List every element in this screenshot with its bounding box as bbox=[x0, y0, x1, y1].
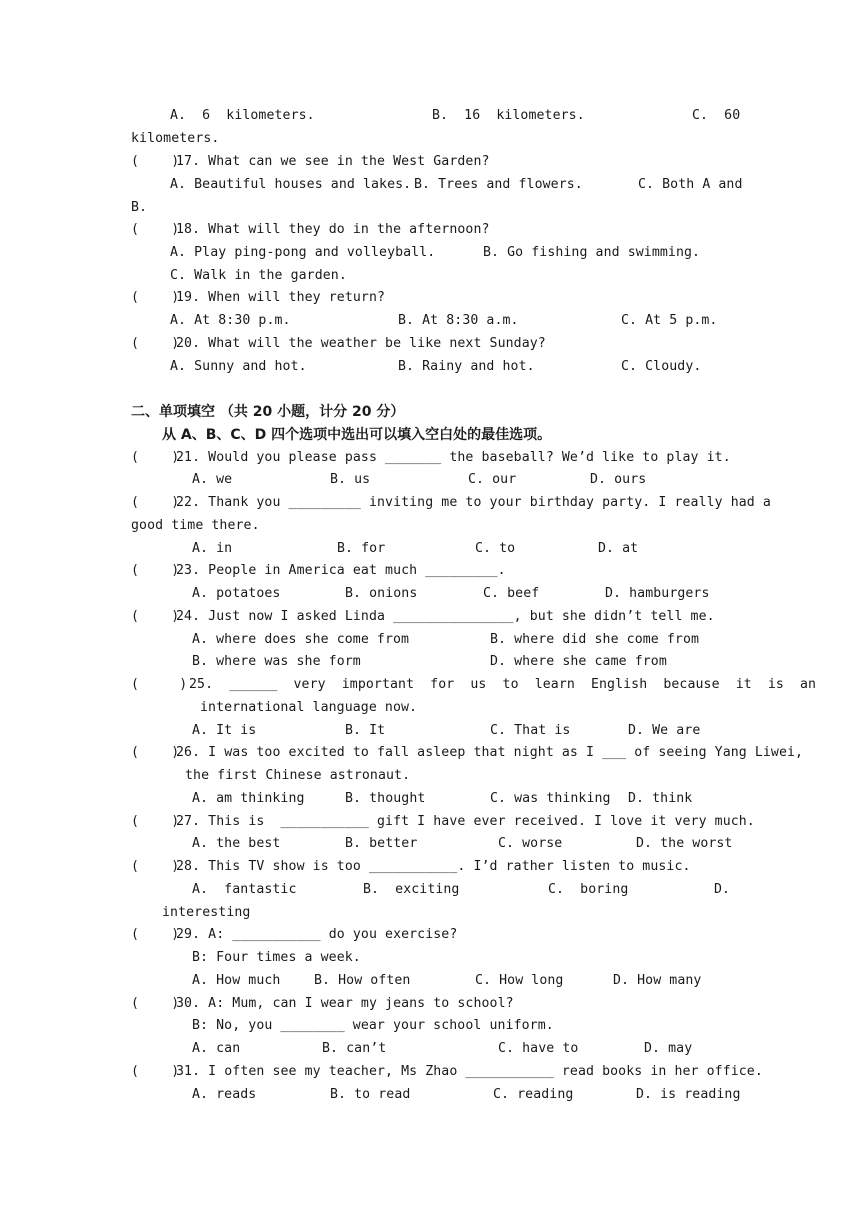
q30-stem-b: B: No, you ________ wear your school uniform. bbox=[192, 1018, 554, 1033]
q28-stem: 28. This TV show is too ___________. I’d rather listen to music. bbox=[176, 859, 691, 874]
q28-option-d: D. bbox=[714, 882, 731, 897]
q25-stem: 25. ______ very important for us to learn English because it is an bbox=[189, 677, 817, 692]
q26-paren: ( ) bbox=[131, 745, 180, 760]
q22-option-b: B. for bbox=[337, 541, 386, 556]
q29-option-c: C. How long bbox=[475, 973, 564, 988]
q25-option-b: B. It bbox=[345, 723, 386, 738]
q26-option-d: D. think bbox=[628, 791, 693, 806]
q21-option-b: B. us bbox=[330, 472, 371, 487]
q25-paren: ( ) bbox=[131, 677, 188, 692]
q17-option-b: B. Trees and flowers. bbox=[414, 177, 583, 192]
q19-paren: ( ) bbox=[131, 290, 180, 305]
q17-option-a: A. Beautiful houses and lakes. bbox=[170, 177, 412, 192]
q28-option-d-cont: interesting bbox=[162, 905, 251, 920]
q30-option-b: B. can’t bbox=[322, 1041, 387, 1056]
q26-option-a: A. am thinking bbox=[192, 791, 305, 806]
q29-stem: 29. A: ___________ do you exercise? bbox=[176, 927, 458, 942]
q29-option-b: B. How often bbox=[314, 973, 411, 988]
q17-stem: 17. What can we see in the West Garden? bbox=[176, 154, 490, 169]
q18-option-a: A. Play ping-pong and volleyball. bbox=[170, 245, 436, 260]
q16-option-a: A. 6 kilometers. bbox=[170, 108, 315, 123]
q26-stem-cont: the first Chinese astronaut. bbox=[185, 768, 411, 783]
q27-stem: 27. This is ___________ gift I have ever received. I love it very much. bbox=[176, 814, 755, 829]
q22-option-c: C. to bbox=[475, 541, 516, 556]
q29-paren: ( ) bbox=[131, 927, 180, 942]
q22-option-d: D. at bbox=[598, 541, 639, 556]
q29-option-a: A. How much bbox=[192, 973, 281, 988]
q16-option-c: C. 60 bbox=[692, 108, 741, 123]
q31-option-b: B. to read bbox=[330, 1087, 411, 1102]
q17-paren: ( ) bbox=[131, 154, 180, 169]
q30-stem: 30. A: Mum, can I wear my jeans to school? bbox=[176, 996, 514, 1011]
q27-option-d: D. the worst bbox=[636, 836, 733, 851]
q26-option-c: C. was thinking bbox=[490, 791, 611, 806]
q19-option-a: A. At 8:30 p.m. bbox=[170, 313, 291, 328]
q18-stem: 18. What will they do in the afternoon? bbox=[176, 222, 490, 237]
q20-stem: 20. What will the weather be like next Sunday? bbox=[176, 336, 546, 351]
q21-paren: ( ) bbox=[131, 450, 180, 465]
q18-option-c: C. Walk in the garden. bbox=[170, 268, 347, 283]
q31-option-a: A. reads bbox=[192, 1087, 257, 1102]
q25-stem-cont: international language now. bbox=[200, 700, 418, 715]
q25-option-a: A. It is bbox=[192, 723, 257, 738]
section-title: 二、单项填空 （共 20 小题，计分 20 分） bbox=[131, 404, 405, 420]
q23-option-b: B. onions bbox=[345, 586, 418, 601]
q16-option-c-cont: kilometers. bbox=[131, 131, 220, 146]
q21-option-d: D. ours bbox=[590, 472, 647, 487]
q24-option-a: A. where does she come from bbox=[192, 632, 410, 647]
q31-option-c: C. reading bbox=[493, 1087, 574, 1102]
q25-option-d: D. We are bbox=[628, 723, 701, 738]
q22-paren: ( ) bbox=[131, 495, 180, 510]
q27-option-b: B. better bbox=[345, 836, 418, 851]
q24-option-c: B. where was she form bbox=[192, 654, 361, 669]
q29-option-d: D. How many bbox=[613, 973, 702, 988]
q30-paren: ( ) bbox=[131, 996, 180, 1011]
q19-stem: 19. When will they return? bbox=[176, 290, 386, 305]
q21-option-a: A. we bbox=[192, 472, 233, 487]
q23-option-d: D. hamburgers bbox=[605, 586, 710, 601]
q18-option-b: B. Go fishing and swimming. bbox=[483, 245, 701, 260]
q22-stem-cont: good time there. bbox=[131, 518, 260, 533]
q20-option-a: A. Sunny and hot. bbox=[170, 359, 307, 374]
q23-paren: ( ) bbox=[131, 563, 180, 578]
q28-paren: ( ) bbox=[131, 859, 180, 874]
q20-option-b: B. Rainy and hot. bbox=[398, 359, 535, 374]
q23-option-a: A. potatoes bbox=[192, 586, 281, 601]
q20-paren: ( ) bbox=[131, 336, 180, 351]
q24-option-b: B. where did she come from bbox=[490, 632, 700, 647]
section-instruction: 从 A、B、C、D 四个选项中选出可以填入空白处的最佳选项。 bbox=[162, 427, 552, 443]
q27-paren: ( ) bbox=[131, 814, 180, 829]
q25-option-c: C. That is bbox=[490, 723, 571, 738]
q28-option-b: B. exciting bbox=[363, 882, 460, 897]
q19-option-c: C. At 5 p.m. bbox=[621, 313, 718, 328]
q22-option-a: A. in bbox=[192, 541, 233, 556]
q19-option-b: B. At 8:30 a.m. bbox=[398, 313, 519, 328]
q27-option-c: C. worse bbox=[498, 836, 563, 851]
q31-paren: ( ) bbox=[131, 1064, 180, 1079]
q23-stem: 23. People in America eat much _________. bbox=[176, 563, 506, 578]
q30-option-c: C. have to bbox=[498, 1041, 579, 1056]
q28-option-c: C. boring bbox=[548, 882, 629, 897]
q29-stem-b: B: Four times a week. bbox=[192, 950, 361, 965]
q17-option-c: C. Both A and bbox=[638, 177, 743, 192]
q28-option-a: A. fantastic bbox=[192, 882, 297, 897]
q24-option-d: D. where she came from bbox=[490, 654, 667, 669]
q20-option-c: C. Cloudy. bbox=[621, 359, 702, 374]
q21-stem: 21. Would you please pass _______ the baseball? We’d like to play it. bbox=[176, 450, 731, 465]
q30-option-a: A. can bbox=[192, 1041, 241, 1056]
q27-option-a: A. the best bbox=[192, 836, 281, 851]
q31-option-d: D. is reading bbox=[636, 1087, 741, 1102]
q17-option-c-cont: B. bbox=[131, 200, 148, 215]
q26-stem: 26. I was too excited to fall asleep that night as I ___ of seeing Yang Liwei, bbox=[176, 745, 804, 760]
q31-stem: 31. I often see my teacher, Ms Zhao ___________ read books in her office. bbox=[176, 1064, 763, 1079]
q18-paren: ( ) bbox=[131, 222, 180, 237]
q23-option-c: C. beef bbox=[483, 586, 540, 601]
q30-option-d: D. may bbox=[644, 1041, 693, 1056]
q21-option-c: C. our bbox=[468, 472, 517, 487]
q16-option-b: B. 16 kilometers. bbox=[432, 108, 585, 123]
q22-stem: 22. Thank you _________ inviting me to your birthday party. I really had a bbox=[176, 495, 771, 510]
q24-stem: 24. Just now I asked Linda _______________, but she didn’t tell me. bbox=[176, 609, 715, 624]
q24-paren: ( ) bbox=[131, 609, 180, 624]
q26-option-b: B. thought bbox=[345, 791, 426, 806]
